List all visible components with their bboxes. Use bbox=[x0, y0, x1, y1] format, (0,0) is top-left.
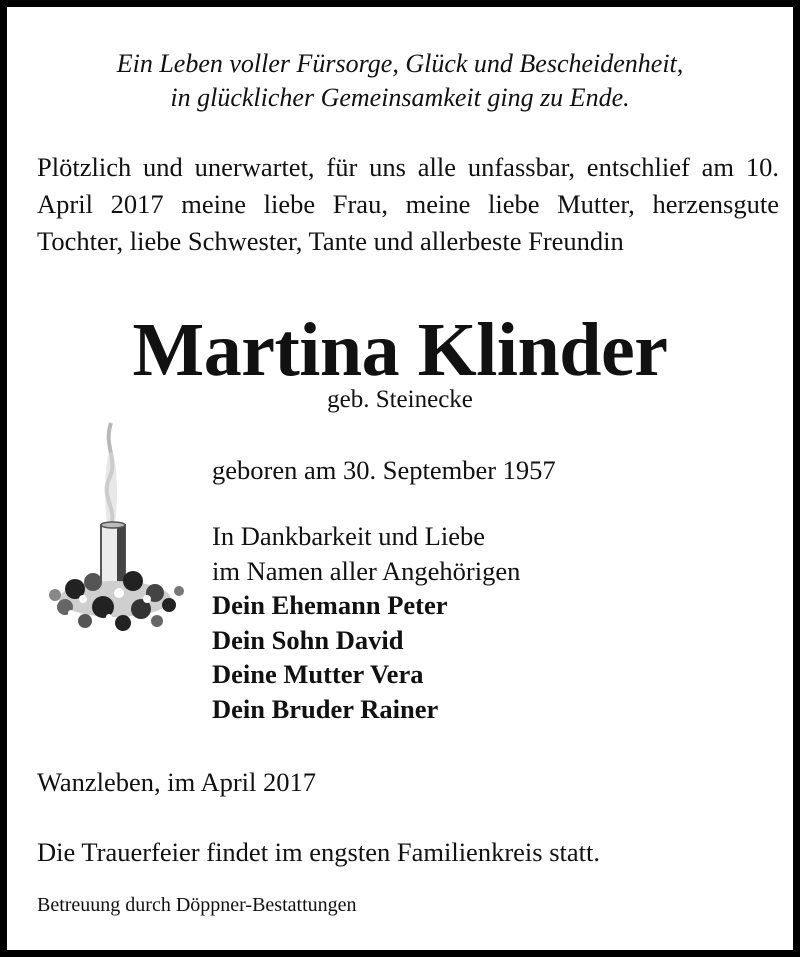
mourner-son: Dein Sohn David bbox=[212, 624, 404, 655]
maiden-name: geb. Steinecke bbox=[327, 386, 473, 413]
mourner-husband: Dein Ehemann Peter bbox=[212, 590, 448, 620]
undertaker-credit: Betreuung durch Döppner-Bestattungen bbox=[37, 894, 357, 916]
motto-line-1: Ein Leben voller Fürsorge, Glück und Bescheidenheit, bbox=[116, 49, 684, 78]
deceased-name: Martina Klinder bbox=[132, 308, 668, 392]
mourner-mother: Deine Mutter Vera bbox=[212, 659, 424, 689]
signature-line-2: im Namen aller Angehörigen bbox=[212, 555, 521, 586]
birth-date: geboren am 30. September 1957 bbox=[212, 455, 556, 485]
mourner-brother: Dein Bruder Rainer bbox=[212, 693, 439, 724]
signature-block bbox=[212, 519, 520, 726]
motto bbox=[7, 47, 793, 115]
place-date: Wanzleben, im April 2017 bbox=[37, 767, 317, 797]
signature-line-1: In Dankbarkeit und Liebe bbox=[212, 521, 485, 551]
intro-text: Plötzlich und unerwartet, für uns alle unfassbar, entschlief am 10. April 2017 meine liebe Frau, meine liebe Mutter, herzensgute Tochter, liebe Schwester, Tante und allerbeste Freundin bbox=[37, 152, 779, 256]
funeral-note: Die Trauerfeier findet im engsten Familienkreis statt. bbox=[37, 837, 600, 867]
motto-line-2: in glücklicher Gemeinsamkeit ging zu Ende. bbox=[170, 83, 630, 112]
candle-with-flowers-icon bbox=[45, 417, 187, 657]
